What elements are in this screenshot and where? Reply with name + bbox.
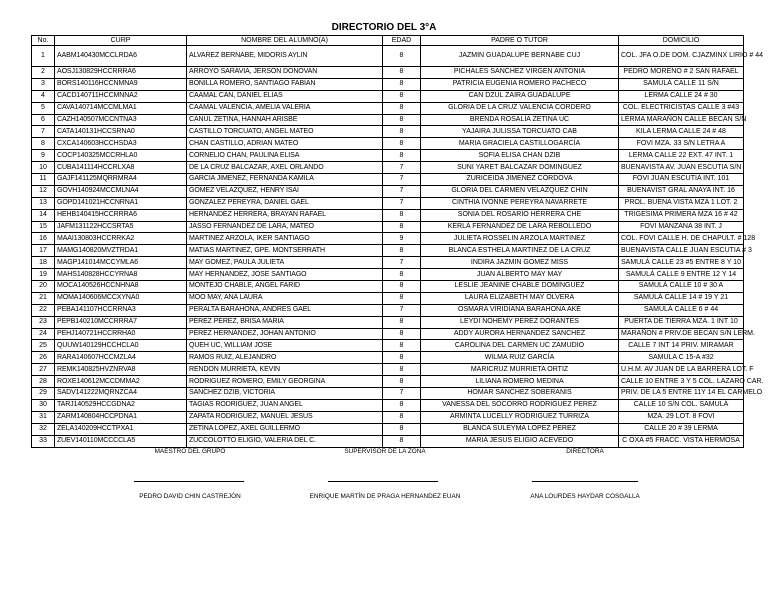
curp-cell: CAZH140507MCCNTNA3 — [55, 114, 187, 126]
parent-cell: LAURA ELIZABETH MAY OLVERA — [421, 292, 619, 304]
table-row — [32, 328, 744, 340]
row-number: 9 — [32, 150, 55, 162]
parent-cell: PICHALES SANCHEZ VIRGEN ANTONIA — [421, 67, 619, 79]
address-cell: U.H.M. AV JUAN DE LA BARRERA LOT. F — [619, 364, 744, 376]
parent-cell: JULIETA ROSSELIN ARZOLA MARTINEZ — [421, 233, 619, 245]
student-name-cell: PÉREZ HERNÁNDEZ, JOHAN ANTONIO — [187, 328, 383, 340]
address-cell: BUENAVIST GRAL ANAYA INT. 16 — [619, 185, 744, 197]
address-cell: SAMULÁ CALLE 11 S/N — [619, 78, 744, 90]
row-number: 33 — [32, 435, 55, 447]
age-cell: 8 — [383, 46, 421, 67]
age-cell: 8 — [383, 423, 421, 435]
document-title: DIRECTORIO DEL 3°A — [331, 22, 437, 33]
student-name-cell: JASSO FERNANDEZ DE LARA, MATEO — [187, 221, 383, 233]
student-name-cell: RODRIGUEZ ROMERO, EMILY GEORGINA — [187, 376, 383, 388]
parent-cell: KERLA FERNANDEZ DE LARA REBOLLEDO — [421, 221, 619, 233]
table-row — [32, 269, 744, 281]
curp-cell: CATA140131HCCSRNA0 — [55, 126, 187, 138]
student-name-cell: ZAPATA RODRIGUEZ, MANUEL JESUS — [187, 411, 383, 423]
age-cell: 7 — [383, 257, 421, 269]
table-row — [32, 174, 744, 186]
address-cell: SAMULÁ CALLE 10 # 30 A — [619, 281, 744, 293]
row-number: 15 — [32, 221, 55, 233]
student-name-cell: PERALTA BARAHONA, ANDRES GAEL — [187, 304, 383, 316]
table-row — [32, 364, 744, 376]
curp-cell: ZARM140804HCCPDNA1 — [55, 411, 187, 423]
age-cell: 8 — [383, 340, 421, 352]
row-number: 30 — [32, 399, 55, 411]
parent-cell: GLORIA DE LA CRUZ VALENCIA CORDERO — [421, 102, 619, 114]
table-row — [32, 423, 744, 435]
address-cell: PEDRO MORENO # 2 SAN RAFAEL — [619, 67, 744, 79]
row-number: 6 — [32, 114, 55, 126]
row-number: 24 — [32, 328, 55, 340]
address-cell: CALLE 10 S/N COL. SAMULÁ — [619, 399, 744, 411]
parent-cell: JUAN ALBERTO MAY MAY — [421, 269, 619, 281]
student-name-cell: GONZALEZ PEREYRA, DANIEL GAEL — [187, 197, 383, 209]
curp-cell: PEHJ140721HCCRRHA0 — [55, 328, 187, 340]
age-cell: 8 — [383, 245, 421, 257]
age-cell: 8 — [383, 328, 421, 340]
row-number: 20 — [32, 281, 55, 293]
age-cell: 8 — [383, 126, 421, 138]
student-name-cell: MARTINEZ ARZOLA, IKER SANTIAGO — [187, 233, 383, 245]
table-row — [32, 411, 744, 423]
table-row — [32, 46, 744, 67]
parent-cell: CAROLINA DEL CARMEN UC ZAMUDIO — [421, 340, 619, 352]
table-row — [32, 126, 744, 138]
age-cell: 8 — [383, 435, 421, 447]
column-header-address: DOMICILIO — [619, 36, 744, 46]
curp-cell: TARJ140529HCCGDNA2 — [55, 399, 187, 411]
parent-cell: BLANCA ESTHELA MARTINEZ DE LA CRUZ — [421, 245, 619, 257]
row-number: 10 — [32, 162, 55, 174]
table-row — [32, 185, 744, 197]
age-cell: 7 — [383, 185, 421, 197]
address-cell: LERMA CALLE 24 # 30 — [619, 90, 744, 102]
row-number: 26 — [32, 352, 55, 364]
student-name-cell: CANUL ZETINA, HANNAH ARISBE — [187, 114, 383, 126]
row-number: 18 — [32, 257, 55, 269]
student-name-cell: ALVAREZ BERNABE, MIDORIS AYLIN — [187, 46, 383, 67]
address-cell: BUENAVISTA CALLE JUAN ESCUTIA # 3 — [619, 245, 744, 257]
curp-cell: RARA140607HCCMZLA4 — [55, 352, 187, 364]
address-cell: COL. JFA O.DE DOM. CJAZMINX LIRIO # 44 — [619, 46, 744, 67]
age-cell: 8 — [383, 292, 421, 304]
curp-cell: QUUW140129HCCHCLA0 — [55, 340, 187, 352]
curp-cell: GOVH140924MCCMLNA4 — [55, 185, 187, 197]
student-name-cell: MOO MAY, ANA LAURA — [187, 292, 383, 304]
teacher-signature-line — [134, 481, 244, 482]
parent-cell: CAN DZUL ZAIRA GUADALUPE — [421, 90, 619, 102]
address-cell: LERMA CALLE 22 EXT. 47 INT. 1 — [619, 150, 744, 162]
student-name-cell: DE LA CRUZ BALCAZAR, AXEL ORLANDO — [187, 162, 383, 174]
parent-cell: ARMINTA LUCELLY RODRIGUEZ TURRIZA — [421, 411, 619, 423]
curp-cell: CUBA141114HCCRLXA8 — [55, 162, 187, 174]
curp-cell: ZELA140209HCCTPXA1 — [55, 423, 187, 435]
parent-cell: MARIA GRACIELA CASTILLOGARCÍA — [421, 138, 619, 150]
age-cell: 7 — [383, 197, 421, 209]
curp-cell: AOSJ130829HCCRRRA6 — [55, 67, 187, 79]
age-cell: 8 — [383, 114, 421, 126]
student-name-cell: GARCIA JIMENEZ, FERNANDA KAMILA — [187, 174, 383, 186]
student-name-cell: RAMOS RUIZ, ALEJANDRO — [187, 352, 383, 364]
address-cell: COL. ELECTRICISTAS CALLE 3 #43 — [619, 102, 744, 114]
parent-cell: ZURICEIDA JIMENEZ CÓRDOVA — [421, 174, 619, 186]
row-number: 22 — [32, 304, 55, 316]
student-name-cell: CASTILLO TORCUATO, ANGEL MATEO — [187, 126, 383, 138]
age-cell: 7 — [383, 162, 421, 174]
address-cell: BUENAVISTA AV. JUAN ESCUTIA S/N — [619, 162, 744, 174]
student-name-cell: GOMEZ VELAZQUEZ, HENRY ISAI — [187, 185, 383, 197]
table-row — [32, 150, 744, 162]
curp-cell: COCP140325MCCRHLA0 — [55, 150, 187, 162]
age-cell: 8 — [383, 376, 421, 388]
curp-cell: MAAI130803HCCRRKA2 — [55, 233, 187, 245]
row-number: 23 — [32, 316, 55, 328]
student-name-cell: MONTEJO CHABLE, ANGEL FARID — [187, 281, 383, 293]
row-number: 27 — [32, 364, 55, 376]
row-number: 31 — [32, 411, 55, 423]
student-name-cell: TAGIAS RODRIGUEZ, JUAN ANGEL — [187, 399, 383, 411]
supervisor-name: ENRIQUE MARTÍN DE PRAGA HERNANDEZ EUAN — [309, 493, 461, 500]
age-cell: 8 — [383, 411, 421, 423]
age-cell: 8 — [383, 352, 421, 364]
address-cell: SAMULÁ CALLE 23 #5 ENTRE 8 Y 10 — [619, 257, 744, 269]
curp-cell: CXCA140603HCCHSDA3 — [55, 138, 187, 150]
table-row — [32, 233, 744, 245]
supervisor-signature-line — [328, 481, 438, 482]
curp-cell: MAHS140828HCCYRNA8 — [55, 269, 187, 281]
row-number: 2 — [32, 67, 55, 79]
row-number: 1 — [32, 46, 55, 67]
age-cell: 8 — [383, 150, 421, 162]
student-name-cell: CAAMAL VALENCIA, AMELIA VALERIA — [187, 102, 383, 114]
director-signature-line — [532, 481, 638, 482]
table-row — [32, 435, 744, 447]
address-cell: CALLE 7 INT 14 PRIV. MIRAMAR — [619, 340, 744, 352]
student-name-cell: ZUCCOLOTTO ELIGIO, VALERIA DEL C. — [187, 435, 383, 447]
address-cell: MZA. 29 LOT. 8 FOVI — [619, 411, 744, 423]
age-cell: 8 — [383, 102, 421, 114]
age-cell: 7 — [383, 174, 421, 186]
student-name-cell: HERNANDEZ HERRERA, BRAYAN RAFAEL — [187, 209, 383, 221]
address-cell: FOVI MZA. 33 S/N LETRA A — [619, 138, 744, 150]
address-cell: PRIV. DE LA 5 ENTRE 11Y 14 EL CARMELO — [619, 388, 744, 400]
student-name-cell: MAY HERNANDEZ, JOSE SANTIAGO — [187, 269, 383, 281]
curp-cell: CAVA140714MCCMLMA1 — [55, 102, 187, 114]
parent-cell: SOFIA ELISA CHAN DZIB — [421, 150, 619, 162]
age-cell: 8 — [383, 269, 421, 281]
column-header-no: No. — [32, 36, 55, 46]
parent-cell: SUNI YARET BALCAZAR DOMINGUEZ — [421, 162, 619, 174]
table-row — [32, 138, 744, 150]
directory-table — [31, 35, 764, 448]
parent-cell: GLORIA DEL CARMEN VELAZQUEZ CHIN — [421, 185, 619, 197]
age-cell: 8 — [383, 399, 421, 411]
row-number: 16 — [32, 233, 55, 245]
student-name-cell: CORNELIO CHAN, PAULINA ELISA — [187, 150, 383, 162]
row-number: 7 — [32, 126, 55, 138]
row-number: 11 — [32, 174, 55, 186]
parent-cell: OSMARA VIRIDIANA BARAHONA AKÉ — [421, 304, 619, 316]
address-cell: CALLE 20 # 39 LERMA — [619, 423, 744, 435]
address-cell: TRIGESIMA PRIMERA MZA 16 # 42 — [619, 209, 744, 221]
student-name-cell: CAAMAL CAN, DANIEL ELIAS — [187, 90, 383, 102]
address-cell: PUERTA DE TIERRA MZA. 1 INT 10 — [619, 316, 744, 328]
curp-cell: SADV141222MQRNZCA4 — [55, 388, 187, 400]
curp-cell: PEBA141107HCCRRNA3 — [55, 304, 187, 316]
row-number: 21 — [32, 292, 55, 304]
table-row — [32, 399, 744, 411]
student-name-cell: CHAN CASTILLO, ADRIAN MATEO — [187, 138, 383, 150]
parent-cell: MARIA JESUS ELIGIO ACEVEDO — [421, 435, 619, 447]
student-name-cell: BONILLA ROMERO, SANTIAGO FABIAN — [187, 78, 383, 90]
row-number: 28 — [32, 376, 55, 388]
age-cell: 8 — [383, 67, 421, 79]
table-row — [32, 67, 744, 79]
table-row — [32, 316, 744, 328]
parent-cell: VANESSA DEL SOCORRO RODRIGUEZ PEREZ — [421, 399, 619, 411]
parent-cell: INDIRA JAZMIN GOMEZ MISS — [421, 257, 619, 269]
address-cell: KILA LERMA CALLE 24 # 48 — [619, 126, 744, 138]
parent-cell: ADDY AURORA HERNANDEZ SANCHEZ — [421, 328, 619, 340]
parent-cell: CINTHIA IVONNE PEREYRA NAVARRETE — [421, 197, 619, 209]
age-cell: 8 — [383, 316, 421, 328]
student-name-cell: RENDON MURRIETA, KEVIN — [187, 364, 383, 376]
table-row — [32, 209, 744, 221]
address-cell: CALLE 10 ENTRE 3 Y 5 COL. LAZARO CAR. — [619, 376, 744, 388]
student-name-cell: ZETINA LOPEZ, AXEL GUILLERMO — [187, 423, 383, 435]
address-cell: C OXA #5 FRACC. VISTA HERMOSA — [619, 435, 744, 447]
teacher-label: MAESTRO DEL GRUPO — [154, 448, 226, 455]
row-number: 17 — [32, 245, 55, 257]
parent-cell: BLANCA SULEYMA LOPEZ PEREZ — [421, 423, 619, 435]
age-cell: 8 — [383, 281, 421, 293]
row-number: 13 — [32, 197, 55, 209]
address-cell: FOVI JUAN ESCUTIA INT. 101 — [619, 174, 744, 186]
column-header-age: EDAD — [383, 36, 421, 46]
address-cell: SAMULA C 15-A #32 — [619, 352, 744, 364]
table-row — [32, 114, 744, 126]
column-header-name: NOMBRE DEL ALUMNO(A) — [187, 36, 383, 46]
student-name-cell: MATIAS MARTINEZ, GPE. MONTSERRATH — [187, 245, 383, 257]
age-cell: 8 — [383, 364, 421, 376]
curp-cell: MOMA140606MCCXYNA0 — [55, 292, 187, 304]
parent-cell: LILIANA ROMERO MEDINA — [421, 376, 619, 388]
age-cell: 7 — [383, 388, 421, 400]
parent-cell: SONIA DEL ROSARIO HERRERA CHE — [421, 209, 619, 221]
parent-cell: LEYDI NOHEMY PEREZ DORANTES — [421, 316, 619, 328]
student-name-cell: QUEH UC, WILLIAM JOSE — [187, 340, 383, 352]
age-cell: 8 — [383, 90, 421, 102]
address-cell: LERMA MARAÑON CALLE BECAN S/N — [619, 114, 744, 126]
row-number: 3 — [32, 78, 55, 90]
curp-cell: ROXE140612MCCDMMA2 — [55, 376, 187, 388]
table-row — [32, 78, 744, 90]
table-row — [32, 197, 744, 209]
address-cell: SAMULÁ CALLE 6 # 44 — [619, 304, 744, 316]
table-body — [32, 46, 764, 448]
director-name: ANA LOURDES HAYDAR COSGALLA — [530, 493, 640, 500]
row-number: 25 — [32, 340, 55, 352]
row-number: 19 — [32, 269, 55, 281]
curp-cell: GOPD141021HCCNRNA1 — [55, 197, 187, 209]
row-number: 12 — [32, 185, 55, 197]
parent-cell: PATRICIA EUGENIA ROMERO PACHECO — [421, 78, 619, 90]
address-cell: SAMULÁ CALLE 14 # 19 Y 21 — [619, 292, 744, 304]
age-cell: 8 — [383, 78, 421, 90]
supervisor-label: SUPERVISOR DE LA ZONA — [344, 448, 426, 455]
row-number: 29 — [32, 388, 55, 400]
curp-cell: MOCA140526HCCNHNA8 — [55, 281, 187, 293]
student-name-cell: ARROYO SARAVIA, JERSON DONOVAN — [187, 67, 383, 79]
parent-cell: WILMA RUIZ GARCÍA — [421, 352, 619, 364]
table-row — [32, 281, 744, 293]
curp-cell: AABM140430MCCLRDA6 — [55, 46, 187, 67]
age-cell: 8 — [383, 209, 421, 221]
curp-cell: MAGP141014MCCYMLA6 — [55, 257, 187, 269]
row-number: 5 — [32, 102, 55, 114]
table-row — [32, 90, 744, 102]
column-header-parent: PADRE O TUTOR — [421, 36, 619, 46]
curp-cell: MAMG140820MVZTRDA1 — [55, 245, 187, 257]
age-cell: 7 — [383, 304, 421, 316]
student-name-cell: MAY GOMEZ, PAULA JULIETA — [187, 257, 383, 269]
address-cell: COL. FOVI CALLE H. DE CHAPULT. # 128 — [619, 233, 744, 245]
row-number: 14 — [32, 209, 55, 221]
parent-cell: JAZMIN GUADALUPE BERNABE CUJ — [421, 46, 619, 67]
address-cell: SAMULÁ CALLE 9 ENTRE 12 Y 14 — [619, 269, 744, 281]
table-row — [32, 388, 744, 400]
curp-cell: JAFM131122HCCSRTA5 — [55, 221, 187, 233]
parent-cell: HOMAR SANCHEZ SOBERANIS — [421, 388, 619, 400]
curp-cell: CACD140711HCCMNNA2 — [55, 90, 187, 102]
table-row — [32, 102, 744, 114]
curp-cell: REMK140825HVZNRVA8 — [55, 364, 187, 376]
table-row — [32, 245, 744, 257]
curp-cell: ZUEV140110MCCCCLA5 — [55, 435, 187, 447]
age-cell: 9 — [383, 233, 421, 245]
parent-cell: MARICRUZ MURRIETA ORTIZ — [421, 364, 619, 376]
table-row — [32, 340, 744, 352]
address-cell: MARAÑON # PRIV.DE BECAN S/N LERM. — [619, 328, 744, 340]
parent-cell: YAJAIRA JULISSA TORCUATO CAB — [421, 126, 619, 138]
table-row — [32, 352, 744, 364]
address-cell: PROL. BUENA VISTA MZA 1 LOT. 2 — [619, 197, 744, 209]
curp-cell: HEHB140415HCCRRRA6 — [55, 209, 187, 221]
column-header-curp: CURP — [55, 36, 187, 46]
table-row — [32, 292, 744, 304]
student-name-cell: PEREZ PEREZ, BRISA MARIA — [187, 316, 383, 328]
table-row — [32, 304, 744, 316]
director-label: DIRECTORA — [566, 448, 604, 455]
table-row — [32, 376, 744, 388]
curp-cell: GAJF141125MQRRMRA4 — [55, 174, 187, 186]
teacher-name: PEDRO DAVID CHIN CASTREJÓN — [139, 493, 241, 500]
table-header-row — [32, 36, 744, 46]
age-cell: 8 — [383, 138, 421, 150]
row-number: 4 — [32, 90, 55, 102]
curp-cell: BORS140116HCCNMNA9 — [55, 78, 187, 90]
parent-cell: LESLIE JEANINE CHABLE DOMINGUEZ — [421, 281, 619, 293]
row-number: 8 — [32, 138, 55, 150]
address-cell: FOVI MANZANA 38 INT. J — [619, 221, 744, 233]
row-number: 32 — [32, 423, 55, 435]
curp-cell: PEPB140210MCCRRRA7 — [55, 316, 187, 328]
table-row — [32, 221, 744, 233]
parent-cell: BRENDA ROSALÍA ZETINA UC — [421, 114, 619, 126]
student-name-cell: SANCHEZ DZIB, VICTORIA — [187, 388, 383, 400]
table-row — [32, 162, 744, 174]
table-row — [32, 257, 744, 269]
age-cell: 8 — [383, 221, 421, 233]
